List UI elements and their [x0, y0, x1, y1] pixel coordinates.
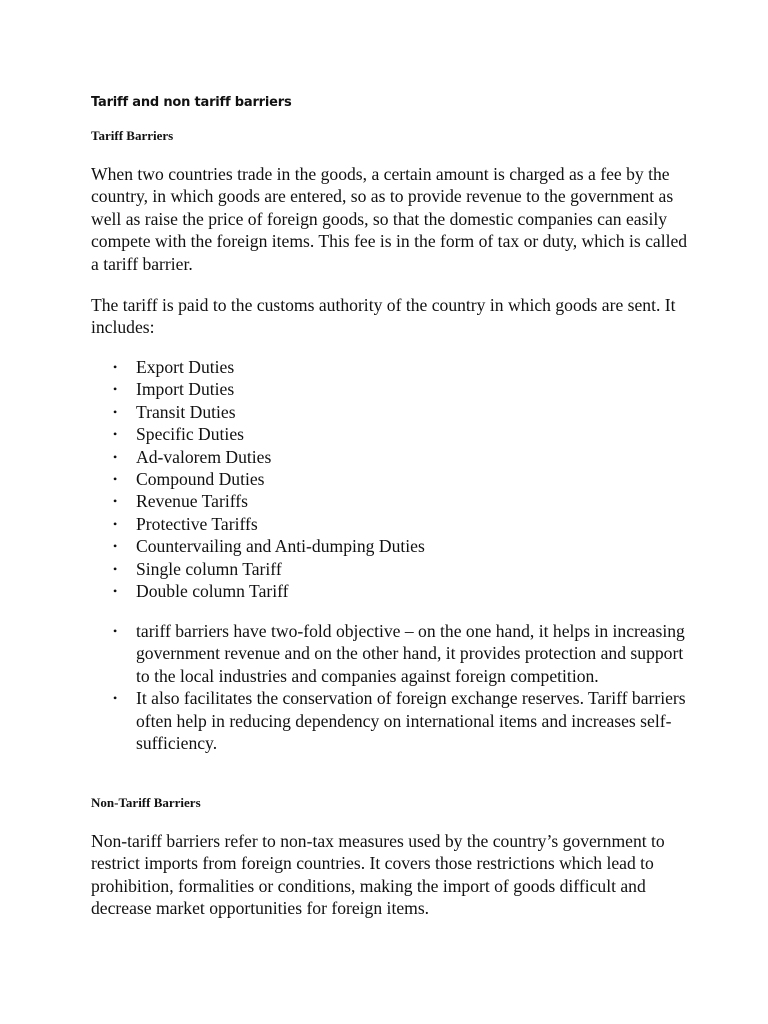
list-item-text: Ad-valorem Duties — [136, 446, 272, 467]
list-item-text: Transit Duties — [136, 401, 236, 422]
bullet-icon: • — [113, 494, 118, 509]
tariff-definition-paragraph: When two countries trade in the goods, a certain amount is charged as a fee by the country, in which goods are entered, so as to provide revenue to the government as well as raise the price of foreign goods, so that the domestic companies can easily compete with the foreign items. This fee is in the form of tax or duty, which is called a tariff barrier. — [91, 164, 688, 274]
list-item — [91, 535, 691, 557]
list-item — [91, 468, 691, 490]
list-item — [91, 513, 691, 535]
list-item-text: It also facilitates the conservation of foreign exchange reserves. Tariff barriers often help in reducing dependency on international items and increases self-sufficiency. — [136, 688, 686, 754]
list-item — [91, 423, 691, 445]
list-item-text: Export Duties — [136, 357, 235, 377]
bullet-icon: • — [113, 449, 118, 464]
tariff-customs-paragraph: The tariff is paid to the customs authority of the country in which goods are sent. It includes: — [91, 295, 676, 338]
list-item-text: Specific Duties — [136, 424, 244, 445]
list-item-text: Compound Duties — [136, 469, 265, 490]
list-item-text: Double column Tariff — [136, 581, 289, 602]
bullet-icon: • — [113, 404, 118, 419]
list-item-text: Revenue Tariffs — [136, 491, 248, 512]
bullet-icon: • — [113, 539, 118, 554]
list-item-text: Import Duties — [136, 379, 235, 400]
bullet-icon: • — [113, 472, 118, 487]
document-title: Tariff and non tariff barriers — [91, 95, 292, 110]
tariff-types-list — [91, 356, 691, 602]
bullet-icon: • — [113, 382, 118, 397]
list-item-text: Protective Tariffs — [136, 513, 258, 534]
list-item — [91, 580, 691, 602]
bullet-icon: • — [113, 584, 118, 599]
list-item — [91, 378, 691, 400]
bullet-icon: • — [113, 516, 118, 531]
tariff-objectives-list — [91, 620, 691, 754]
bullet-icon: • — [113, 360, 118, 374]
list-item — [91, 490, 691, 512]
list-item — [91, 620, 691, 687]
list-item-text: Countervailing and Anti-dumping Duties — [136, 536, 425, 557]
list-item — [91, 401, 691, 423]
section-heading-non-tariff-barriers: Non-Tariff Barriers — [91, 795, 201, 810]
list-item — [91, 446, 691, 468]
section-heading-tariff-barriers: Tariff Barriers — [91, 128, 174, 143]
list-item — [91, 356, 691, 378]
bullet-icon: • — [113, 691, 118, 706]
list-item-text: tariff barriers have two-fold objective – on the one hand, it helps in increasing government revenue and on the other hand, it provides protection and support to the local industries and companies against foreign competition. — [136, 621, 685, 686]
list-item — [91, 558, 691, 580]
non-tariff-definition-paragraph: Non-tariff barriers refer to non-tax measures used by the country’s government to restrict imports from foreign countries. It covers those restrictions which lead to prohibition, formalities or conditions, making the import of goods difficult and decrease market opportunities for foreign items. — [91, 831, 665, 919]
bullet-icon: • — [113, 427, 118, 442]
bullet-icon: • — [113, 561, 118, 576]
list-item-text: Single column Tariff — [136, 558, 282, 579]
bullet-icon: • — [113, 624, 118, 638]
list-item — [91, 687, 691, 754]
